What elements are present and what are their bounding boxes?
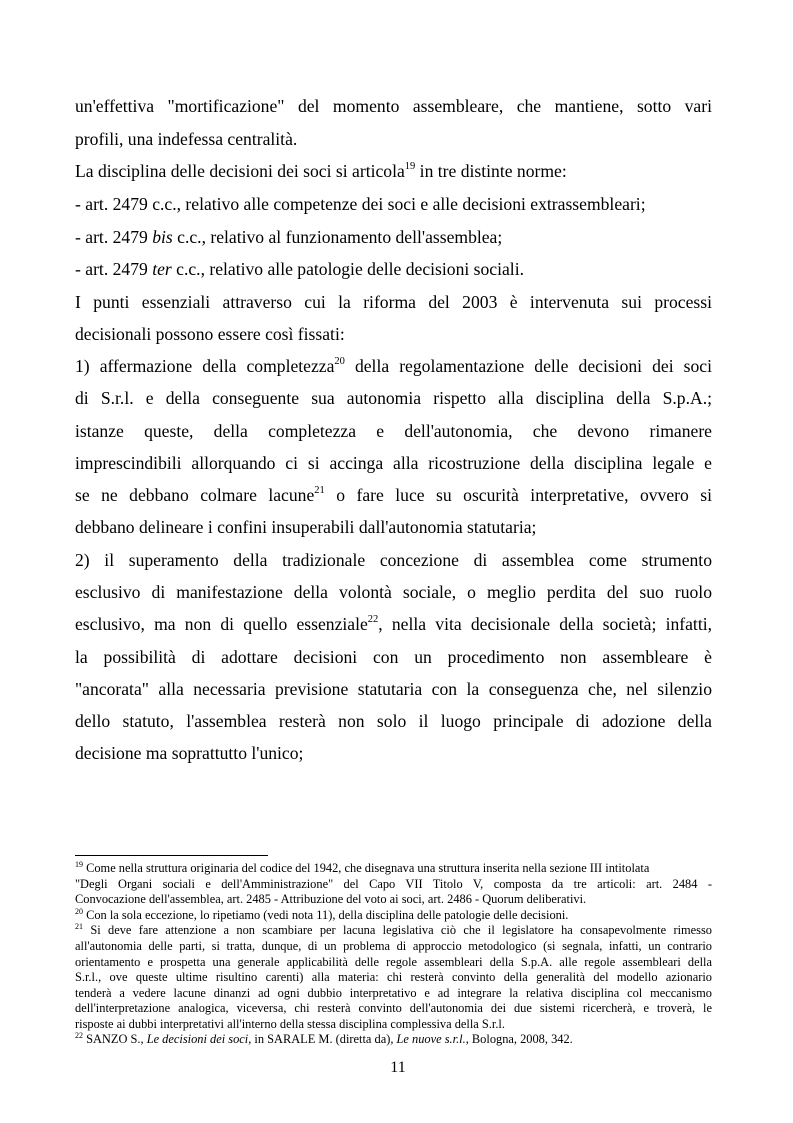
italic-text: bis	[152, 227, 173, 247]
footnote-separator	[75, 855, 268, 856]
body-line-12: imprescindibili allorquando ci si accinga alla ricostruzione della disciplina legale e	[75, 453, 712, 473]
footnote-19-line-3: Convocazione dell'assemblea, art. 2485 - Attribuzione del voto ai soci, art. 2486 - Quorum deliberativi.	[75, 892, 587, 906]
text: 1) affermazione della completezza	[75, 356, 335, 376]
footnote-19	[75, 861, 712, 877]
body-line-19: "ancorata" alla necessaria previsione statutaria con la conseguenza che, nel silenzio	[75, 679, 712, 699]
body-line-11: istanze queste, della completezza e dell'autonomia, che devono rimanere	[75, 421, 712, 441]
body-line-2: profili, una indefessa centralità.	[75, 129, 298, 149]
body-line-9	[75, 355, 712, 377]
body-line-8: decisionali possono essere così fissati:	[75, 324, 345, 344]
body-line-3	[75, 160, 712, 182]
footnote-number: 22	[75, 1031, 83, 1040]
body-line-4: - art. 2479 c.c., relativo alle competenze dei soci e alle decisioni extrassembleari;	[75, 194, 646, 214]
body-line-6	[75, 258, 712, 280]
footnote-22	[75, 1032, 712, 1048]
footnote-ref-20: 20	[334, 356, 345, 367]
body-line-7: I punti essenziali attraverso cui la riforma del 2003 è intervenuta sui processi	[75, 292, 712, 312]
footnote-21-line-3: orientamento e prospetta una generale applicabilità delle regole assembleari della S.p.A. alle regole assembleari della	[75, 955, 712, 969]
text: esclusivo, ma non di quello essenziale	[75, 614, 368, 634]
footnote-21-line-5: tenderà a vedere lacune dinanzi ad ogni dubbio interpretativo e ad integrare la relativa disciplina col meccanismo	[75, 986, 712, 1000]
footnote-21-line-6: dell'interpretazione analogica, viceversa, chi resterà convinto dell'autonomia dei due sistemi ricercherà, e troverà, le	[75, 1001, 712, 1015]
body-line-1: un'effettiva "mortificazione" del momento assembleare, che mantiene, sotto vari	[75, 96, 712, 116]
italic-text: ter	[152, 259, 172, 279]
italic-text: Le decisioni dei soci	[146, 1032, 249, 1046]
text: Con la sola eccezione, lo ripetiamo (vedi nota 11), della disciplina delle patologie delle decisioni.	[83, 908, 569, 922]
body-line-10: di S.r.l. e della conseguente sua autonomia rispetto alla disciplina della S.p.A.;	[75, 388, 712, 408]
footnote-ref-21: 21	[314, 485, 325, 496]
text: , in SARALE M. (diretta da),	[248, 1032, 397, 1046]
text: in tre distinte norme:	[415, 161, 567, 181]
body-line-18: la possibilità di adottare decisioni con un procedimento non assembleare è	[75, 647, 712, 667]
body-line-20: dello statuto, l'assemblea resterà non solo il luogo principale di adozione della	[75, 711, 712, 731]
text: La disciplina delle decisioni dei soci si articola	[75, 161, 405, 181]
text: SANZO S.,	[83, 1032, 147, 1046]
footnote-19-line-2: "Degli Organi sociali e dell'Amministrazione" del Capo VII Titolo V, composta da tre articoli: art. 2484 -	[75, 877, 712, 891]
text: o fare luce su oscurità interpretative, ovvero si	[324, 485, 713, 505]
body-line-17	[75, 613, 712, 635]
italic-text: Le nuove s.r.l.	[396, 1032, 466, 1046]
footnote-number: 21	[75, 922, 83, 931]
text: c.c., relativo alle patologie delle decisioni sociali.	[171, 259, 524, 279]
text: Si deve fare attenzione a non scambiare per lacuna legislativa ciò che il legislatore ha consapevolmente rimesso	[83, 923, 712, 937]
body-line-15: 2) il superamento della tradizionale concezione di assemblea come strumento	[75, 550, 712, 570]
text: della regolamentazione delle decisioni dei soci	[344, 356, 712, 376]
text: - art. 2479	[75, 259, 153, 279]
body-line-14: debbano delineare i confini insuperabili dall'autonomia statutaria;	[75, 517, 537, 537]
footnote-ref-19: 19	[404, 161, 416, 172]
body-line-21: decisione ma soprattutto l'unico;	[75, 743, 304, 763]
footnote-20	[75, 908, 712, 924]
footnote-21-line-4: S.r.l., ove queste ultime risultino carenti) alla materia: chi resterà convinto della generalità del modello azionario	[75, 970, 712, 984]
footnote-21-line-7: risposte ai dubbi interpretativi all'interno della stessa disciplina complessiva della S.r.l.	[75, 1017, 505, 1031]
footnote-21	[75, 923, 712, 939]
footnote-21-line-2: all'autonomia delle parti, si tratta, dunque, di un problema di approccio metodologico (si segnala, infatti, un contrario	[75, 939, 712, 953]
text: c.c., relativo al funzionamento dell'assemblea;	[172, 227, 503, 247]
footnote-number: 20	[75, 907, 83, 916]
footnote-number: 19	[75, 860, 83, 869]
text: , nella vita decisionale della società; infatti,	[378, 614, 712, 634]
text: - art. 2479	[75, 227, 153, 247]
body-line-16: esclusivo di manifestazione della volontà sociale, o meglio perdita del suo ruolo	[75, 582, 712, 602]
body-line-5	[75, 226, 712, 248]
text: Come nella struttura originaria del codice del 1942, che disegnava una struttura inserita nella sezione III intitolata	[83, 861, 650, 875]
footnote-ref-22: 22	[367, 614, 379, 625]
text: se ne debbano colmare lacune	[75, 485, 315, 505]
body-line-13	[75, 484, 712, 506]
text: , Bologna, 2008, 342.	[465, 1032, 573, 1046]
page-number: 11	[390, 1059, 406, 1076]
